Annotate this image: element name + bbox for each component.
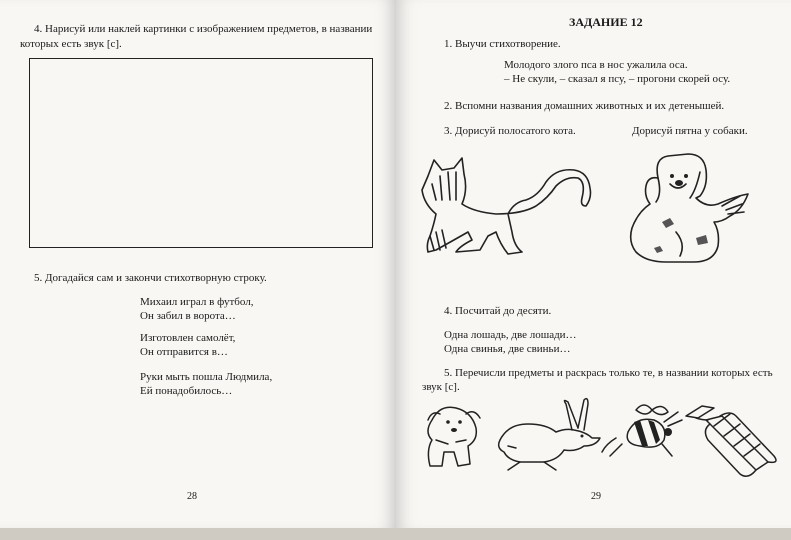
task3-right: Дорисуй пятна у собаки. xyxy=(632,125,748,137)
poem-line: Ей понадобилось… xyxy=(140,385,233,397)
poem-line: Он отправится в… xyxy=(140,346,228,358)
task5-title: 5. Догадайся сам и закончи стихотворную строку. xyxy=(34,272,267,284)
task1-title: 1. Выучи стихотворение. xyxy=(444,38,561,50)
task4-line1: 4. Нарисуй или наклей картинки с изображением предметов, в названии xyxy=(34,23,373,35)
task2-text: 2. Вспомни названия домашних животных и их детенышей. xyxy=(444,100,725,112)
page-number: 28 xyxy=(187,491,197,502)
sled-picture[interactable] xyxy=(396,0,791,528)
poem-line: Изготовлен самолёт, xyxy=(140,332,236,344)
page-number: 29 xyxy=(591,491,601,502)
task-heading: ЗАДАНИЕ 12 xyxy=(569,15,643,29)
left-page xyxy=(0,0,396,528)
book-edge xyxy=(0,528,791,540)
poem-line: Руки мыть пошла Людмила, xyxy=(140,371,273,383)
count-line: Одна свинья, две свиньи… xyxy=(444,343,571,355)
poem-line: Михаил играл в футбол, xyxy=(140,296,254,308)
task5-line1: 5. Перечисли предметы и раскрась только те, в названии которых есть xyxy=(444,367,773,379)
poem-line: – Не скули, – сказал я псу, – прогони скорей осу. xyxy=(504,73,731,85)
drawing-area[interactable] xyxy=(29,58,373,248)
right-page xyxy=(396,0,791,528)
task5-line2: звук [с]. xyxy=(422,381,460,393)
poem-line: Молодого злого пса в нос ужалила оса. xyxy=(504,59,688,71)
task3-left: 3. Дорисуй полосатого кота. xyxy=(444,125,576,137)
task4-title: 4. Посчитай до десяти. xyxy=(444,305,552,317)
count-line: Одна лошадь, две лошади… xyxy=(444,329,577,341)
task4-line2: которых есть звук [с]. xyxy=(20,38,122,50)
poem-line: Он забил в ворота… xyxy=(140,310,236,322)
